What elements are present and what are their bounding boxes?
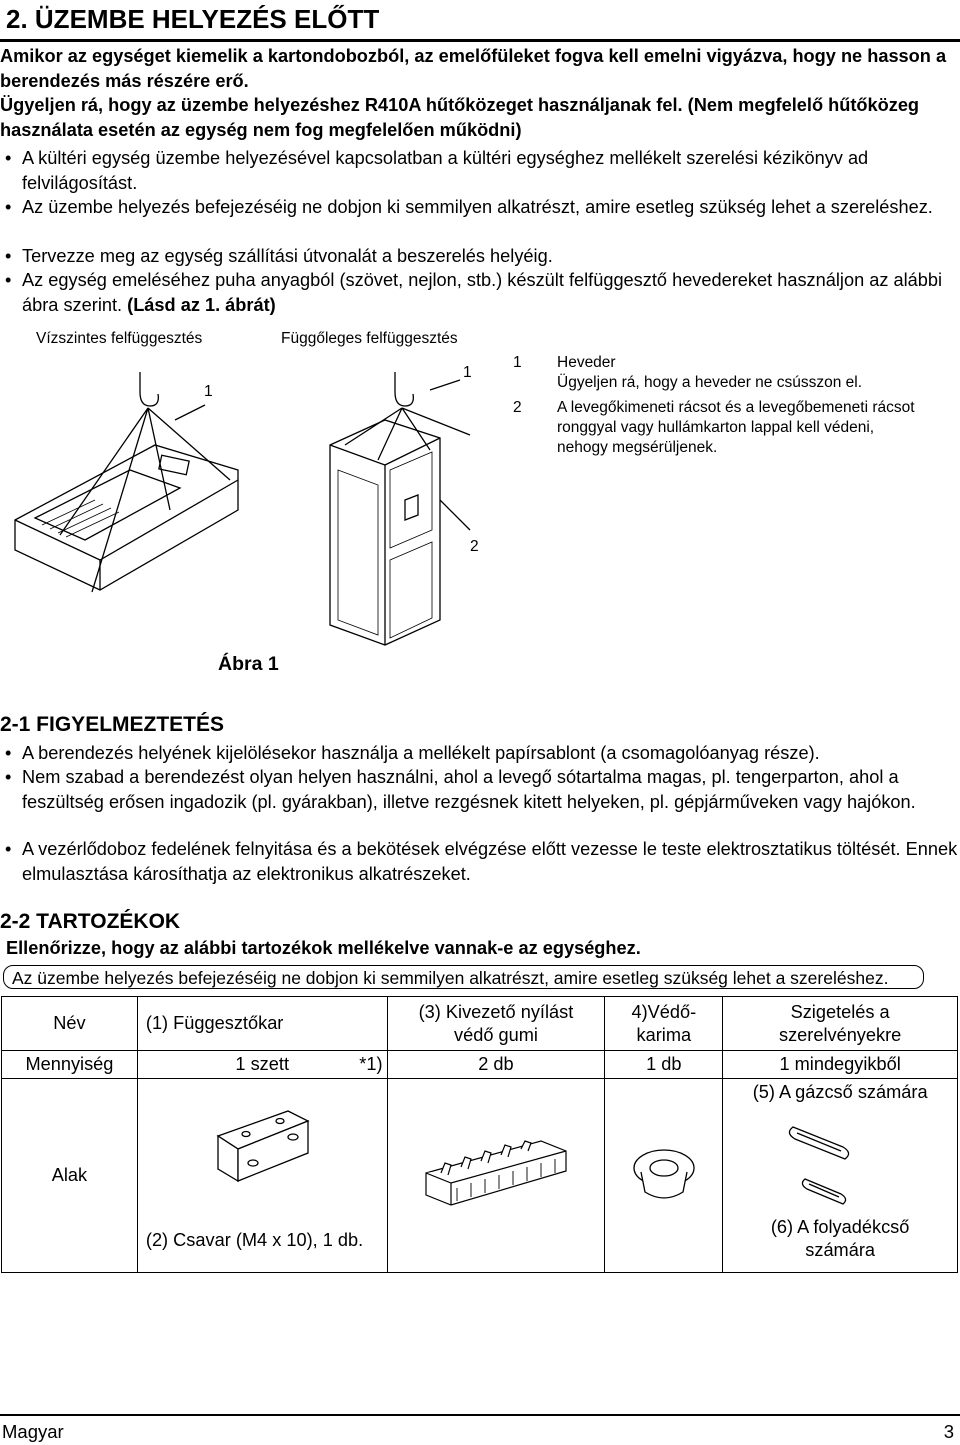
callout-1-vertical: 1 [463,364,472,381]
lifting-illustration [0,350,500,650]
footer-rule [0,1414,960,1416]
page-title: 2. ÜZEMBE HELYEZÉS ELŐTT [6,4,380,34]
table-row [2,997,958,1051]
warning-bullet: • Nem szabad a berendezést olyan helyen használni, ahol a levegő sótartalma magas, pl. tengerparton, ahol a feszültség erősen ingadozik (pl. gyárakban), illetve rezgésnek kitett helyeken, pl. gépjárműveken vagy hajókon. [5,767,916,812]
row-header-qty: Mennyiség [2,1051,138,1079]
accessories-table [1,996,958,1273]
figure-caption: Ábra 1 [218,653,279,675]
bullet-item: • Az egység emeléséhez puha anyagból (szövet, nejlon, stb.) készült felfüggesztő hevedereket használjon az alábbi ábra szerint. (Lásd az 1. ábrát) [5,270,943,315]
accessories-heading: 2-2 TARTOZÉKOK [0,910,181,933]
row-header-shape: Alak [2,1079,138,1273]
row-header-name: Név [2,997,138,1051]
screw-label: (2) Csavar (M4 x 10), 1 db. [145,1230,364,1250]
warning-heading: 2-1 FIGYELMEZTETÉS [0,713,225,736]
flange-icon [629,1138,699,1208]
intro-line-1: Amikor az egységet kiemelik a kartondobozból, az emelőfüleket fogva kell emelni vigyázva, hogy ne hasson a berendezés más részére erő. [0,46,947,91]
title-rule [0,39,960,42]
cell-col1-qty: 1 szett *1) [137,1051,387,1079]
grommet-strip-icon [421,1133,571,1213]
insulation-tubes-icon [783,1119,863,1219]
cell-col1-shape [137,1079,387,1273]
hook-icon [395,372,413,406]
table-row [2,1079,958,1273]
callout-1-horizontal: 1 [204,383,213,400]
intro-line-2: Ügyeljen rá, hogy az üzembe helyezéshez R410A hűtőközeget használjanak fel. (Nem megfelelő hűtőközeg használata esetén az egység nem fog megfelelően működni) [0,95,920,140]
accessories-subheading: Ellenőrizze, hogy az alábbi tartozékok mellékelve vannak-e az egységhez. [6,938,641,958]
bullet-item: • A kültéri egység üzembe helyezésével kapcsolatban a kültéri egységhez mellékelt szerelési kézikönyv ad felvilágosítást. [5,148,869,193]
cell-col2-qty: 2 db [387,1051,605,1079]
cell-col3-qty: 1 db [605,1051,723,1079]
cell-col2-shape [387,1079,605,1273]
cell-col2-name: (3) Kivezető nyílást védő gumi [387,997,605,1051]
figure-label-horizontal: Vízszintes felfüggesztés [36,330,203,347]
intro-text [0,44,955,142]
cell-col3-name: 4)Védő- karima [605,997,723,1051]
accessories-note: Az üzembe helyezés befejezéséig ne dobjon ki semmilyen alkatrészt, amire esetleg szükség lehet a szereléshez. [3,965,924,989]
bullet-item: • Az üzembe helyezés befejezéséig ne dobjon ki semmilyen alkatrészt, amire esetleg szükség lehet a szereléshez. [5,197,933,217]
cell-col4-qty: 1 mindegyikből [723,1051,958,1079]
hanger-bracket-icon [208,1101,318,1191]
figure-label-vertical: Függőleges felfüggesztés [281,330,458,347]
warning-bullet: • A vezérlődoboz fedelének felnyitása és a bekötések elvégzése előtt vezesse le teste elektrosztatikus töltését. Ennek elmulasztása károsíthatja az elektronikus alkatrészeket. [5,839,958,884]
hook-icon [140,372,158,406]
liquid-pipe-label: (6) A folyadékcső számára [770,1217,910,1260]
bullet-item: • Tervezze meg az egység szállítási útvonalát a beszerelés helyéig. [5,246,553,266]
table-row [2,1051,958,1079]
cell-col1-name: (1) Függesztőkar [137,997,387,1051]
warning-bullet: • A berendezés helyének kijelölésekor használja a mellékelt papírsablont (a csomagolóanyag része). [5,743,820,763]
footer-language: Magyar [2,1421,64,1442]
page-number: 3 [943,1421,954,1442]
cell-col4-shape [723,1079,958,1273]
cell-col3-shape [605,1079,723,1273]
callout-2: 2 [470,538,479,555]
gas-pipe-label: (5) A gázcső számára [752,1082,928,1102]
cell-col4-name: Szigetelés a szerelvényekre [723,997,958,1051]
